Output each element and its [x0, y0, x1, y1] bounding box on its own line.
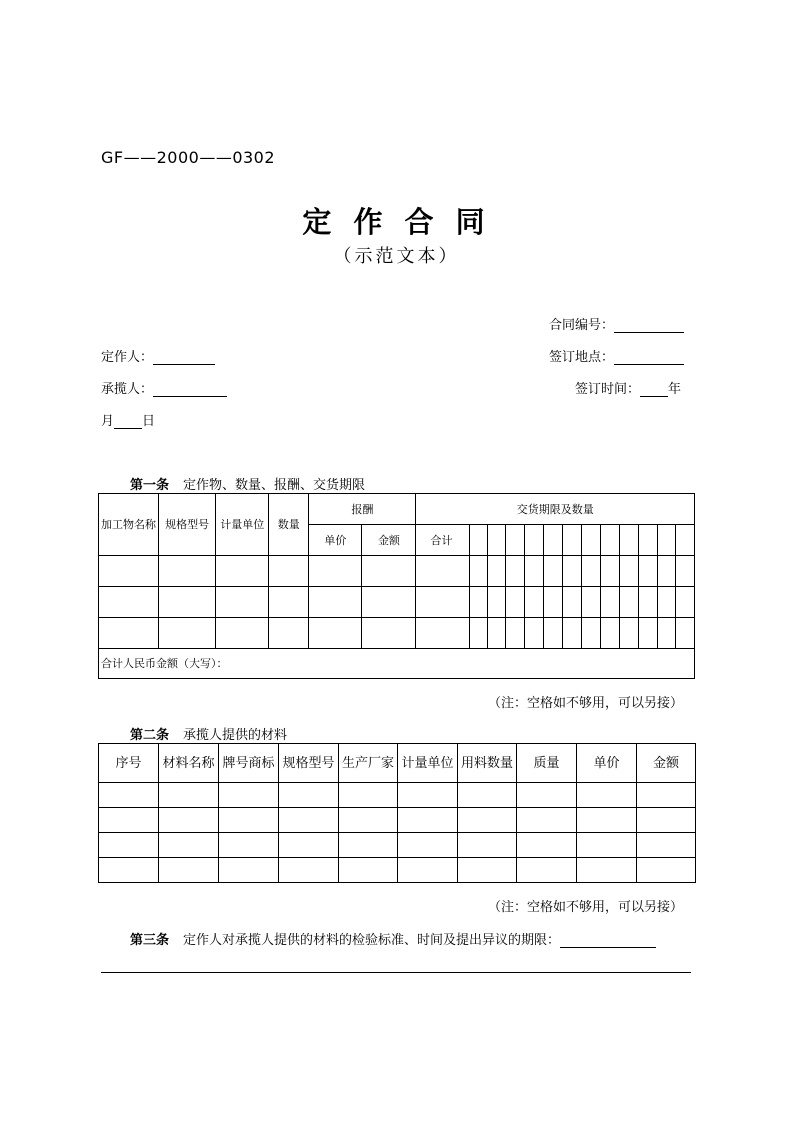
table-cell[interactable] [469, 618, 487, 649]
header-amount: 金额 [637, 744, 696, 783]
table-cell[interactable] [216, 556, 269, 587]
total-amount-row[interactable] [99, 649, 695, 679]
section2-heading [130, 724, 287, 743]
table-cell[interactable] [517, 808, 577, 833]
table-cell[interactable] [543, 618, 562, 649]
orderer-blank[interactable] [153, 350, 215, 365]
table-cell[interactable] [99, 618, 159, 649]
table-cell[interactable] [577, 858, 637, 883]
document-title: 定 作 合 同 [302, 205, 491, 239]
section1-note: （注：空格如不够用，可以另接） [488, 696, 684, 711]
table-cell[interactable] [416, 556, 469, 587]
section3-number: 第三条 [130, 933, 170, 948]
table-cell[interactable] [159, 618, 216, 649]
table-cell[interactable] [339, 783, 398, 808]
table-cell[interactable] [581, 556, 600, 587]
section1-table [98, 493, 695, 679]
table-row [99, 833, 696, 858]
table-row [99, 556, 695, 587]
table-cell[interactable] [219, 833, 279, 858]
table-cell[interactable] [638, 618, 657, 649]
delivery-cell[interactable] [675, 525, 694, 556]
table-cell[interactable] [269, 618, 309, 649]
sign-place-blank[interactable] [614, 350, 684, 365]
header-quality: 质量 [517, 744, 577, 783]
header-unit: 计量单位 [398, 744, 458, 783]
table-cell[interactable] [159, 783, 219, 808]
sign-time-field[interactable] [575, 378, 681, 397]
table-cell[interactable] [219, 858, 279, 883]
table-cell[interactable] [458, 783, 517, 808]
header-total: 合计 [416, 525, 469, 556]
table-row [99, 808, 696, 833]
table-row [99, 783, 696, 808]
sign-year-blank[interactable] [640, 382, 668, 397]
table-cell[interactable] [159, 556, 216, 587]
contractor-field[interactable] [101, 378, 227, 397]
year-label: 年 [668, 382, 682, 397]
section1-number: 第一条 [130, 478, 170, 493]
table-cell[interactable] [487, 618, 505, 649]
contract-number-field[interactable] [549, 314, 684, 333]
table-cell[interactable] [505, 556, 524, 587]
delivery-cell[interactable] [562, 525, 581, 556]
table-cell[interactable] [505, 587, 524, 618]
table-cell[interactable] [216, 618, 269, 649]
table-cell[interactable] [577, 783, 637, 808]
table-cell[interactable] [99, 556, 159, 587]
table-cell[interactable] [562, 618, 581, 649]
table-cell[interactable] [279, 783, 339, 808]
table-cell[interactable] [524, 587, 543, 618]
table-cell[interactable] [562, 556, 581, 587]
table-cell[interactable] [619, 587, 638, 618]
table-cell[interactable] [279, 833, 339, 858]
delivery-cell[interactable] [657, 525, 675, 556]
table-cell[interactable] [269, 587, 309, 618]
table-cell[interactable] [269, 556, 309, 587]
table-cell[interactable] [99, 833, 159, 858]
table-cell[interactable] [362, 556, 416, 587]
table-cell[interactable] [637, 833, 696, 858]
table-cell[interactable] [637, 808, 696, 833]
table-cell[interactable] [675, 556, 694, 587]
table-cell[interactable] [458, 833, 517, 858]
table-cell[interactable] [362, 587, 416, 618]
orderer-field[interactable] [101, 346, 215, 365]
table-cell[interactable] [99, 587, 159, 618]
header-material-name: 材料名称 [159, 744, 219, 783]
table-cell[interactable] [657, 587, 675, 618]
section3-title: 定作人对承揽人提供的材料的检验标准、时间及提出异议的期限： [183, 933, 561, 948]
section2-number: 第二条 [130, 728, 170, 743]
table-cell[interactable] [638, 556, 657, 587]
table-cell[interactable] [581, 618, 600, 649]
section2-header-row [99, 744, 696, 783]
table-cell[interactable] [398, 808, 458, 833]
section1-heading [130, 474, 365, 493]
table-cell[interactable] [339, 808, 398, 833]
table-cell[interactable] [416, 587, 469, 618]
sign-time-label: 签订时间： [575, 382, 641, 397]
delivery-cell[interactable] [524, 525, 543, 556]
table-cell[interactable] [543, 556, 562, 587]
table-cell[interactable] [487, 587, 505, 618]
header-material-qty: 用料数量 [458, 744, 517, 783]
table-row [99, 858, 696, 883]
orderer-label: 定作人： [101, 350, 154, 365]
table-cell[interactable] [99, 808, 159, 833]
delivery-cell[interactable] [619, 525, 638, 556]
table-cell[interactable] [469, 587, 487, 618]
table-cell[interactable] [600, 556, 619, 587]
table-cell[interactable] [505, 618, 524, 649]
table-cell[interactable] [487, 556, 505, 587]
contractor-label: 承揽人： [101, 382, 154, 397]
table-cell[interactable] [216, 587, 269, 618]
table-cell[interactable] [657, 556, 675, 587]
table-cell[interactable] [577, 808, 637, 833]
header-serial: 序号 [99, 744, 159, 783]
table-cell[interactable] [581, 587, 600, 618]
table-cell[interactable] [543, 587, 562, 618]
table-cell[interactable] [159, 833, 219, 858]
table-cell[interactable] [398, 833, 458, 858]
table-cell[interactable] [339, 858, 398, 883]
table-cell[interactable] [675, 618, 694, 649]
sign-place-label: 签订地点： [549, 350, 615, 365]
table-cell[interactable] [159, 808, 219, 833]
header-brand: 牌号商标 [219, 744, 279, 783]
table-cell[interactable] [524, 556, 543, 587]
delivery-cell[interactable] [543, 525, 562, 556]
table-cell[interactable] [637, 858, 696, 883]
header-delivery: 交货期限及数量 [416, 494, 695, 525]
table-cell[interactable] [675, 587, 694, 618]
header-unit: 计量单位 [216, 494, 269, 556]
table-cell[interactable] [619, 556, 638, 587]
table-cell[interactable] [219, 808, 279, 833]
table-row [99, 618, 695, 649]
section2-note: （注：空格如不够用，可以另接） [488, 900, 684, 915]
table-cell[interactable] [638, 587, 657, 618]
total-amount-label: 合计人民币金额（大写）： [101, 657, 228, 670]
header-unit-price: 单价 [309, 525, 362, 556]
section3-answer-line[interactable] [101, 972, 691, 973]
table-cell[interactable] [339, 833, 398, 858]
delivery-cell[interactable] [638, 525, 657, 556]
contract-number-blank[interactable] [614, 318, 684, 333]
table-cell[interactable] [159, 587, 216, 618]
day-label: 日 [142, 414, 156, 429]
section2-title: 承揽人提供的材料 [183, 728, 288, 743]
header-qty: 数量 [269, 494, 309, 556]
table-cell[interactable] [562, 587, 581, 618]
header-amount: 金额 [362, 525, 416, 556]
table-cell[interactable] [159, 858, 219, 883]
delivery-cell[interactable] [600, 525, 619, 556]
section2-table [98, 743, 696, 883]
header-spec: 规格型号 [159, 494, 216, 556]
table-cell[interactable] [309, 618, 362, 649]
contractor-blank[interactable] [153, 382, 227, 397]
table-cell[interactable] [309, 556, 362, 587]
table-cell[interactable] [398, 783, 458, 808]
table-cell[interactable] [416, 618, 469, 649]
table-cell[interactable] [469, 556, 487, 587]
table-cell[interactable] [524, 618, 543, 649]
table-cell[interactable] [600, 618, 619, 649]
document-code: GF——2000——0302 [101, 148, 276, 167]
table-row [99, 587, 695, 618]
header-manufacturer: 生产厂家 [339, 744, 398, 783]
sign-date-field[interactable] [101, 410, 155, 429]
table-cell[interactable] [517, 833, 577, 858]
table-cell[interactable] [517, 783, 577, 808]
delivery-cell[interactable] [581, 525, 600, 556]
section3-heading [130, 929, 656, 948]
table-cell[interactable] [309, 587, 362, 618]
table-cell[interactable] [398, 858, 458, 883]
header-unit-price: 单价 [577, 744, 637, 783]
table-cell[interactable] [458, 858, 517, 883]
section1-title: 定作物、数量、报酬、交货期限 [183, 478, 366, 493]
table-cell[interactable] [458, 808, 517, 833]
section3-blank[interactable] [560, 933, 656, 948]
table-cell[interactable] [99, 858, 159, 883]
table-cell[interactable] [99, 783, 159, 808]
delivery-cell[interactable] [487, 525, 505, 556]
sign-place-field[interactable] [549, 346, 684, 365]
table-cell[interactable] [517, 858, 577, 883]
header-item-name: 加工物名称 [99, 494, 159, 556]
table-cell[interactable] [219, 783, 279, 808]
header-pay: 报酬 [309, 494, 416, 525]
month-label: 月 [101, 414, 115, 429]
table-cell[interactable] [279, 858, 339, 883]
delivery-cell[interactable] [469, 525, 487, 556]
document-subtitle: （示范文本） [333, 246, 460, 267]
table-cell[interactable] [657, 618, 675, 649]
table-cell[interactable] [362, 618, 416, 649]
table-cell[interactable] [619, 618, 638, 649]
table-cell[interactable] [637, 783, 696, 808]
table-cell[interactable] [279, 808, 339, 833]
delivery-cell[interactable] [505, 525, 524, 556]
contract-number-label: 合同编号： [549, 318, 615, 333]
sign-month-blank[interactable] [114, 414, 142, 429]
table-cell[interactable] [577, 833, 637, 858]
table-cell[interactable] [600, 587, 619, 618]
header-spec: 规格型号 [279, 744, 339, 783]
